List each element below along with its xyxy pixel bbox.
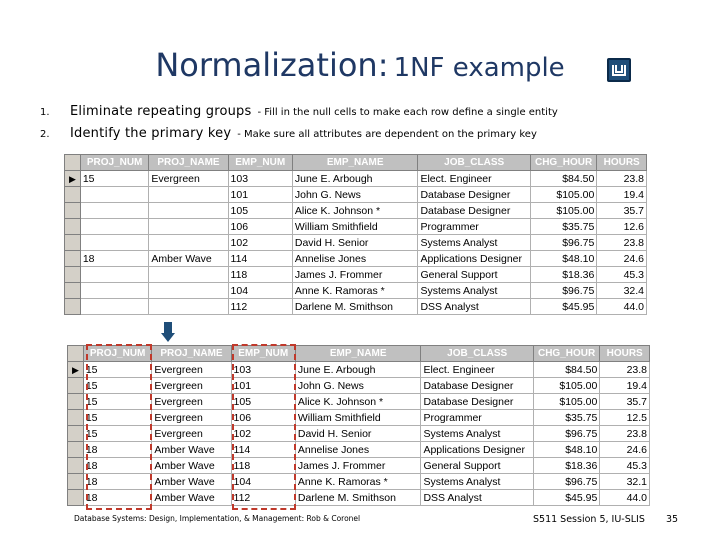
cell-hours[interactable]: 12.5 [600, 410, 650, 426]
primary-key-highlight-proj-num [86, 344, 152, 510]
cell-hours[interactable]: 23.8 [597, 171, 647, 187]
bullet-heading: Identify the primary key [70, 126, 232, 141]
cell-emp-name[interactable]: Alice K. Johnson * [295, 394, 421, 410]
cell-chg-hour[interactable]: $35.75 [530, 219, 596, 235]
cell-proj-name[interactable]: Evergreen [152, 378, 231, 394]
cell-chg-hour[interactable]: $105.00 [530, 187, 596, 203]
cell-job-class[interactable]: Systems Analyst [418, 235, 530, 251]
title-sub: 1NF example [393, 53, 565, 83]
cell-emp-name[interactable]: Anne K. Ramoras * [292, 283, 418, 299]
row-selector[interactable] [65, 235, 81, 251]
course-label: S511 Session 5, IU-SLIS [533, 514, 645, 525]
cell-emp-name[interactable]: June E. Arbough [295, 362, 421, 378]
table-row[interactable] [68, 362, 650, 378]
cell-emp-num[interactable]: 112 [228, 299, 292, 315]
row-selector[interactable] [68, 394, 84, 410]
cell-chg-hour[interactable]: $18.36 [530, 267, 596, 283]
column-header-emp-name[interactable]: EMP_NAME [295, 346, 421, 362]
cell-proj-num[interactable]: 15 [80, 171, 149, 187]
cell-proj-name[interactable]: Amber Wave [149, 251, 228, 267]
home-button[interactable] [607, 58, 631, 82]
cell-hours[interactable]: 35.7 [600, 394, 650, 410]
cell-hours[interactable]: 45.3 [597, 267, 647, 283]
cell-proj-num[interactable] [80, 283, 149, 299]
cell-emp-name[interactable]: James J. Frommer [292, 267, 418, 283]
table-row[interactable] [65, 235, 647, 251]
table-row[interactable] [68, 474, 650, 490]
cell-proj-num[interactable] [80, 235, 149, 251]
table-row[interactable] [65, 267, 647, 283]
cell-emp-num[interactable]: 101 [231, 378, 295, 394]
column-header-emp-num[interactable]: EMP_NUM [228, 155, 292, 171]
row-selector-header [65, 155, 81, 171]
row-selector[interactable] [65, 267, 81, 283]
bullet-description: - Make sure all attributes are dependent on the primary key [237, 129, 537, 140]
cell-hours[interactable]: 24.6 [597, 251, 647, 267]
bullet-item [40, 101, 558, 123]
cell-proj-num[interactable]: 15 [83, 426, 152, 442]
cell-proj-name[interactable]: Evergreen [152, 410, 231, 426]
cell-chg-hour[interactable]: $96.75 [533, 474, 599, 490]
table-header-row [68, 346, 650, 362]
row-selector-header [68, 346, 84, 362]
cell-chg-hour[interactable]: $84.50 [533, 362, 599, 378]
cell-job-class[interactable]: Database Designer [418, 203, 530, 219]
cell-emp-name[interactable]: David H. Senior [295, 426, 421, 442]
cell-job-class[interactable]: DSS Analyst [421, 490, 533, 506]
cell-hours[interactable]: 23.8 [600, 426, 650, 442]
table-row[interactable] [68, 458, 650, 474]
bullet-item [40, 123, 558, 145]
cell-job-class[interactable]: Database Designer [421, 394, 533, 410]
cell-emp-name[interactable]: June E. Arbough [292, 171, 418, 187]
cell-proj-name[interactable] [149, 203, 228, 219]
column-header-proj-name[interactable]: PROJ_NAME [149, 155, 228, 171]
cell-proj-num[interactable]: 15 [83, 378, 152, 394]
cell-chg-hour[interactable]: $45.95 [530, 299, 596, 315]
cell-emp-name[interactable]: Annelise Jones [292, 251, 418, 267]
cell-chg-hour[interactable]: $96.75 [530, 283, 596, 299]
cell-emp-name[interactable]: John G. News [292, 187, 418, 203]
cell-job-class[interactable]: Systems Analyst [421, 426, 533, 442]
table-row[interactable] [68, 490, 650, 506]
cell-job-class[interactable]: General Support [421, 458, 533, 474]
column-header-chg-hour[interactable]: CHG_HOUR [530, 155, 596, 171]
cell-proj-num[interactable]: 18 [80, 251, 149, 267]
row-selector[interactable] [65, 187, 81, 203]
cell-chg-hour[interactable]: $105.00 [530, 203, 596, 219]
row-selector[interactable] [68, 378, 84, 394]
column-header-proj-num[interactable]: PROJ_NUM [80, 155, 149, 171]
cell-chg-hour[interactable]: $35.75 [533, 410, 599, 426]
column-header-chg-hour[interactable]: CHG_HOUR [533, 346, 599, 362]
cell-hours[interactable]: 19.4 [597, 187, 647, 203]
cell-emp-name[interactable]: David H. Senior [292, 235, 418, 251]
cell-emp-name[interactable]: Darlene M. Smithson [295, 490, 421, 506]
cell-emp-num[interactable]: 102 [231, 426, 295, 442]
cell-hours[interactable]: 23.8 [600, 362, 650, 378]
column-header-hours[interactable]: HOURS [600, 346, 650, 362]
bullet-heading: Eliminate repeating groups [70, 104, 252, 119]
cell-proj-num[interactable]: 15 [83, 362, 152, 378]
cell-proj-name[interactable]: Amber Wave [152, 490, 231, 506]
cell-proj-name[interactable]: Evergreen [152, 394, 231, 410]
bullet-number: 1. [40, 107, 50, 118]
cell-proj-num[interactable]: 18 [83, 490, 152, 506]
cell-hours[interactable]: 32.4 [597, 283, 647, 299]
cell-proj-num[interactable] [80, 267, 149, 283]
cell-job-class[interactable]: Database Designer [421, 378, 533, 394]
record-selector-icon: ▶ [68, 173, 76, 184]
cell-emp-num[interactable]: 105 [228, 203, 292, 219]
row-selector[interactable] [68, 442, 84, 458]
row-selector[interactable] [65, 203, 81, 219]
cell-proj-name[interactable] [149, 219, 228, 235]
cell-emp-name[interactable]: John G. News [295, 378, 421, 394]
source-citation: Database Systems: Design, Implementation, & Management: Rob & Coronel [74, 514, 361, 523]
row-selector[interactable] [65, 299, 81, 315]
cell-job-class[interactable]: Systems Analyst [418, 283, 530, 299]
table-row[interactable] [68, 378, 650, 394]
table-row[interactable] [68, 426, 650, 442]
cell-hours[interactable]: 12.6 [597, 219, 647, 235]
down-arrow-icon [161, 322, 175, 342]
cell-hours[interactable]: 44.0 [600, 490, 650, 506]
cell-emp-num[interactable]: 114 [231, 442, 295, 458]
table-row[interactable] [65, 299, 647, 315]
row-selector[interactable] [65, 171, 81, 187]
cell-job-class[interactable]: DSS Analyst [418, 299, 530, 315]
cell-proj-name[interactable] [149, 299, 228, 315]
cell-proj-num[interactable]: 15 [83, 410, 152, 426]
cell-proj-num[interactable]: 18 [83, 458, 152, 474]
row-selector[interactable] [68, 362, 84, 378]
table-row[interactable] [65, 187, 647, 203]
cell-emp-num[interactable]: 106 [231, 410, 295, 426]
table-row[interactable] [68, 394, 650, 410]
cell-hours[interactable]: 35.7 [597, 203, 647, 219]
cell-job-class[interactable]: Elect. Engineer [421, 362, 533, 378]
cell-job-class[interactable]: Applications Designer [421, 442, 533, 458]
home-icon [611, 62, 627, 78]
cell-hours[interactable]: 32.1 [600, 474, 650, 490]
cell-chg-hour[interactable]: $96.75 [530, 235, 596, 251]
cell-proj-num[interactable] [80, 299, 149, 315]
row-selector[interactable] [65, 283, 81, 299]
cell-emp-num[interactable]: 104 [231, 474, 295, 490]
cell-emp-num[interactable]: 105 [231, 394, 295, 410]
cell-job-class[interactable]: Applications Designer [418, 251, 530, 267]
cell-proj-name[interactable]: Amber Wave [152, 474, 231, 490]
table-row[interactable] [68, 410, 650, 426]
cell-hours[interactable]: 45.3 [600, 458, 650, 474]
cell-emp-name[interactable]: Anne K. Ramoras * [295, 474, 421, 490]
cell-proj-num[interactable] [80, 187, 149, 203]
cell-chg-hour[interactable]: $105.00 [533, 378, 599, 394]
row-selector[interactable] [68, 426, 84, 442]
cell-emp-num[interactable]: 101 [228, 187, 292, 203]
row-selector[interactable] [65, 219, 81, 235]
page-number: 35 [666, 514, 679, 525]
table-after [67, 345, 650, 506]
cell-chg-hour[interactable]: $105.00 [533, 394, 599, 410]
cell-emp-num[interactable]: 104 [228, 283, 292, 299]
cell-proj-name[interactable]: Evergreen [152, 426, 231, 442]
cell-proj-num[interactable] [80, 203, 149, 219]
cell-job-class[interactable]: Programmer [421, 410, 533, 426]
cell-emp-name[interactable]: James J. Frommer [295, 458, 421, 474]
cell-emp-name[interactable]: Alice K. Johnson * [292, 203, 418, 219]
table-row[interactable] [65, 283, 647, 299]
cell-emp-name[interactable]: Darlene M. Smithson [292, 299, 418, 315]
cell-emp-num[interactable]: 118 [231, 458, 295, 474]
cell-chg-hour[interactable]: $48.10 [533, 442, 599, 458]
cell-chg-hour[interactable]: $84.50 [530, 171, 596, 187]
cell-proj-name[interactable]: Evergreen [149, 171, 228, 187]
column-header-hours[interactable]: HOURS [597, 155, 647, 171]
cell-chg-hour[interactable]: $45.95 [533, 490, 599, 506]
cell-emp-name[interactable]: William Smithfield [292, 219, 418, 235]
column-header-emp-num[interactable]: EMP_NUM [231, 346, 295, 362]
table-row[interactable] [65, 251, 647, 267]
cell-emp-num[interactable]: 102 [228, 235, 292, 251]
title-main: Normalization: [155, 46, 389, 84]
cell-proj-name[interactable] [149, 187, 228, 203]
cell-proj-name[interactable] [149, 267, 228, 283]
cell-emp-num[interactable]: 103 [228, 171, 292, 187]
cell-job-class[interactable]: Database Designer [418, 187, 530, 203]
table-row[interactable] [65, 171, 647, 187]
column-header-emp-name[interactable]: EMP_NAME [292, 155, 418, 171]
cell-proj-num[interactable]: 18 [83, 442, 152, 458]
cell-job-class[interactable]: Programmer [418, 219, 530, 235]
table-row[interactable] [65, 219, 647, 235]
cell-hours[interactable]: 24.6 [600, 442, 650, 458]
cell-proj-num[interactable]: 15 [83, 394, 152, 410]
column-header-proj-num[interactable]: PROJ_NUM [83, 346, 152, 362]
cell-chg-hour[interactable]: $48.10 [530, 251, 596, 267]
primary-key-highlight-emp-num [232, 344, 296, 510]
row-selector[interactable] [68, 410, 84, 426]
cell-emp-num[interactable]: 118 [228, 267, 292, 283]
cell-emp-num[interactable]: 106 [228, 219, 292, 235]
cell-job-class[interactable]: Systems Analyst [421, 474, 533, 490]
row-selector[interactable] [68, 490, 84, 506]
cell-emp-name[interactable]: William Smithfield [295, 410, 421, 426]
cell-proj-num[interactable]: 18 [83, 474, 152, 490]
cell-proj-name[interactable]: Evergreen [152, 362, 231, 378]
table-row[interactable] [65, 203, 647, 219]
cell-chg-hour[interactable]: $96.75 [533, 426, 599, 442]
bullet-list [40, 101, 558, 145]
cell-hours[interactable]: 19.4 [600, 378, 650, 394]
bullet-description: - Fill in the null cells to make each row define a single entity [257, 107, 558, 118]
cell-emp-num[interactable]: 103 [231, 362, 295, 378]
cell-hours[interactable]: 23.8 [597, 235, 647, 251]
cell-chg-hour[interactable]: $18.36 [533, 458, 599, 474]
column-header-proj-name[interactable]: PROJ_NAME [152, 346, 231, 362]
cell-proj-name[interactable]: Amber Wave [152, 442, 231, 458]
column-header-job-class[interactable]: JOB_CLASS [421, 346, 533, 362]
cell-emp-num[interactable]: 114 [228, 251, 292, 267]
row-selector[interactable] [65, 251, 81, 267]
column-header-job-class[interactable]: JOB_CLASS [418, 155, 530, 171]
cell-emp-name[interactable]: Annelise Jones [295, 442, 421, 458]
table-row[interactable] [68, 442, 650, 458]
cell-emp-num[interactable]: 112 [231, 490, 295, 506]
cell-proj-name[interactable] [149, 283, 228, 299]
cell-job-class[interactable]: Elect. Engineer [418, 171, 530, 187]
cell-proj-name[interactable]: Amber Wave [152, 458, 231, 474]
record-selector-icon: ▶ [71, 364, 79, 375]
table-before [64, 154, 647, 315]
cell-proj-num[interactable] [80, 219, 149, 235]
bullet-number: 2. [40, 129, 50, 140]
cell-hours[interactable]: 44.0 [597, 299, 647, 315]
row-selector[interactable] [68, 458, 84, 474]
row-selector[interactable] [68, 474, 84, 490]
table-header-row [65, 155, 647, 171]
cell-proj-name[interactable] [149, 235, 228, 251]
cell-job-class[interactable]: General Support [418, 267, 530, 283]
